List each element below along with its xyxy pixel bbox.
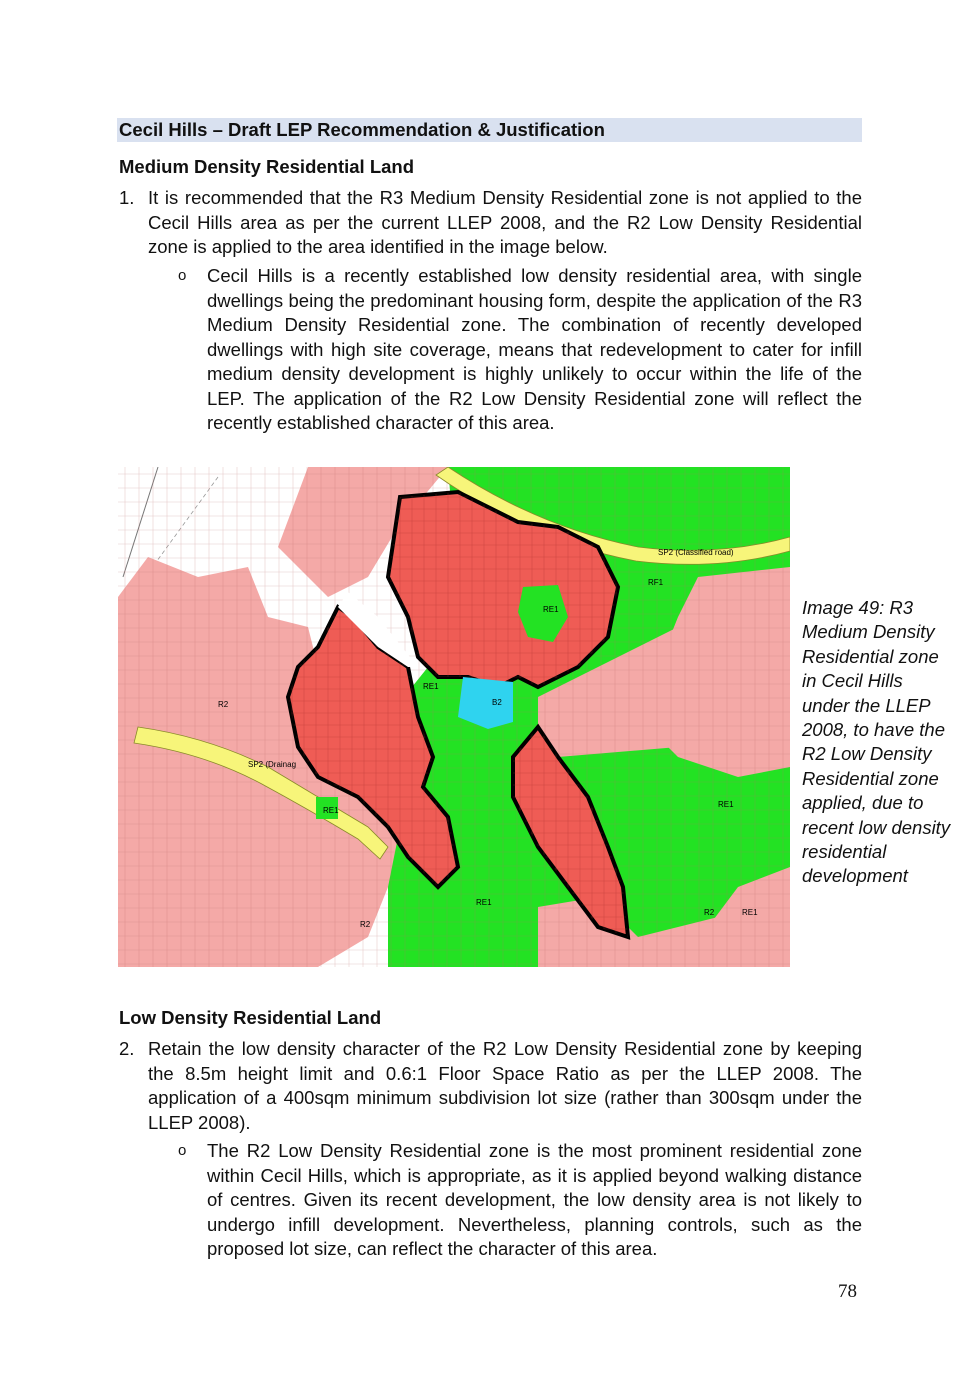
section-heading: Cecil Hills – Draft LEP Recommendation & Justification — [117, 118, 862, 142]
bullet-text: The R2 Low Density Residential zone is the most prominent residential zone within Cecil Hills, which is appropriate, as it is applied beyond walking distance of centres. Given its recent development, the low density area is not likely to undergo infill development. Nevertheless, planning controls, such as the proposed lot size, can reflect the character of this area. — [207, 1140, 862, 1259]
bullet-mark: o — [178, 1142, 187, 1159]
medium-density-heading: Medium Density Residential Land — [119, 156, 415, 177]
page-number: 78 — [838, 1281, 857, 1302]
label-rf1: RF1 — [648, 578, 664, 587]
label-r2: R2 — [360, 920, 371, 929]
zoning-map — [118, 467, 790, 967]
recommendation-item-2 — [119, 1037, 862, 1135]
label-sp2-drainage: SP2 (Drainag — [248, 760, 297, 769]
label-re1: RE1 — [543, 605, 559, 614]
label-re1: RE1 — [423, 682, 439, 691]
label-r2: R2 — [218, 700, 229, 709]
label-re1: RE1 — [718, 800, 734, 809]
image-caption: Image 49: R3 Medium Density Residential zone in Cecil Hills under the LLEP 2008, to have the R2 Low Density Residential zone applied, due to recent low density residential development — [802, 597, 951, 887]
justification-bullet-2 — [178, 1139, 862, 1262]
label-re1: RE1 — [476, 898, 492, 907]
label-sp2-road: SP2 (Classified road) — [658, 548, 734, 557]
item-text: It is recommended that the R3 Medium Density Residential zone is not applied to the Cecil Hills area as per the current LLEP 2008, and the R2 Low Density Residential zone is applied to the area identified in the image below. — [148, 187, 862, 257]
item-number: 2. — [119, 1038, 135, 1059]
label-re1: RE1 — [323, 806, 339, 815]
bullet-text: Cecil Hills is a recently established low density residential area, with single dwellings being the predominant housing form, despite the application of the R3 Medium Density Residential zone. The combination of recently developed dwellings with high site coverage, means that redevelopment to cater for infill medium density development is highly unlikely to occur within the life of the LEP. The application of the R2 Low Density Residential zone will reflect the recently established character of this area. — [207, 265, 862, 433]
label-r2: R2 — [704, 908, 715, 917]
label-b2: B2 — [492, 698, 502, 707]
low-density-heading: Low Density Residential Land — [119, 1007, 382, 1028]
item-text: Retain the low density character of the R2 Low Density Residential zone by keeping the 8.5m height limit and 0.6:1 Floor Space Ratio as per the LLEP 2008. The application of a 400sqm minimum subdivision lot size (rather than 300sqm under the LLEP 2008). — [148, 1038, 862, 1133]
justification-bullet-1 — [178, 264, 862, 436]
recommendation-item-1 — [119, 186, 862, 260]
item-number: 1. — [119, 187, 135, 208]
bullet-mark: o — [178, 267, 187, 284]
label-re1: RE1 — [742, 908, 758, 917]
